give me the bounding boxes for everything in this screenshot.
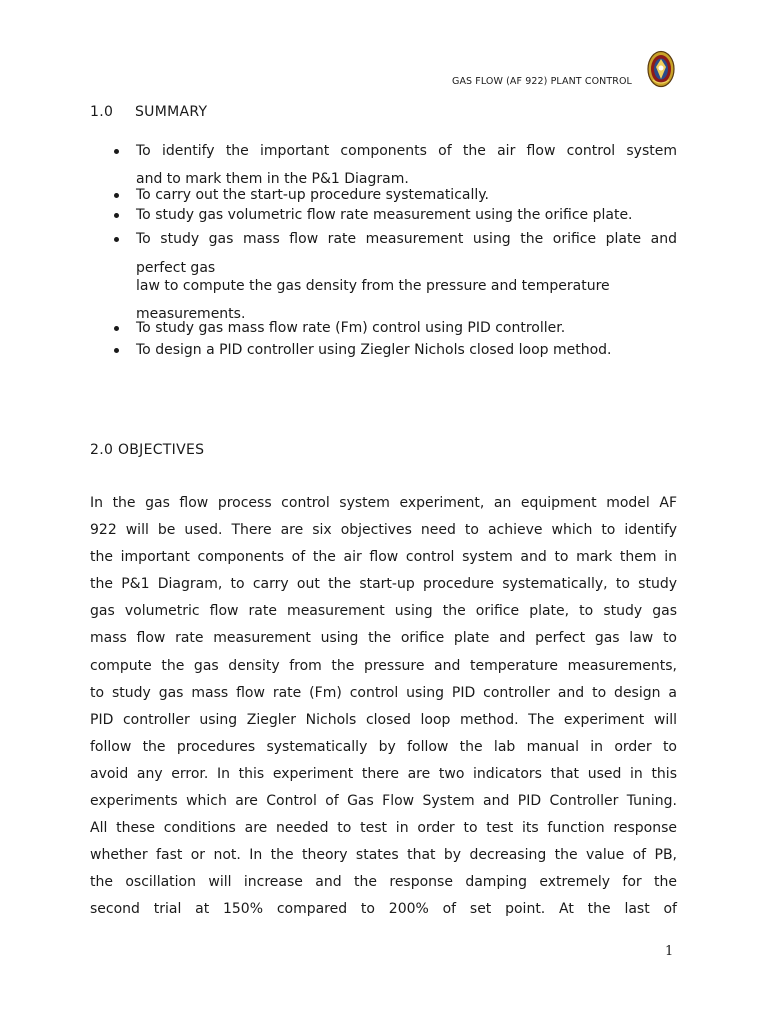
page-number: 1 (665, 944, 674, 959)
summary-heading (90, 104, 207, 120)
bullet-line: To study gas mass flow rate (Fm) control using PID controller. (136, 320, 566, 336)
paragraph-line: 922 will be used. There are six objectives need to achieve which to identify (90, 522, 677, 539)
paragraph-line: second trial at 150% compared to 200% of set point. At the last of (90, 901, 677, 918)
paragraph-line: All these conditions are needed to test in order to test its function response (90, 820, 677, 837)
bullet-icon (114, 348, 119, 353)
paragraph-line: the oscillation will increase and the response damping extremely for the (90, 874, 677, 891)
summary-title: SUMMARY (135, 104, 208, 120)
paragraph-line: whether fast or not. In the theory states that by decreasing the value of PB, (90, 847, 677, 864)
bullet-icon (114, 237, 119, 242)
paragraph-line: the important components of the air flow control system and to mark them in (90, 549, 677, 566)
running-title: GAS FLOW (AF 922) PLANT CONTROL (452, 76, 632, 87)
list-item (136, 339, 677, 361)
bullet-line: law to compute the gas density from the pressure and temperature (136, 278, 610, 294)
bullet-icon (114, 213, 119, 218)
objectives-heading (90, 442, 204, 458)
paragraph-line: experiments which are Control of Gas Flow System and PID Controller Tuning. (90, 793, 677, 810)
bullet-icon (114, 326, 119, 331)
bullet-continuation (136, 272, 677, 328)
paragraph-line: avoid any error. In this experiment there are two indicators that used in this (90, 765, 677, 782)
paragraph-line: follow the procedures systematically by follow the lab manual in order to (90, 738, 677, 755)
paragraph-line: gas volumetric flow rate measurement using the orifice plate, to study gas (90, 603, 677, 620)
page-header (440, 48, 680, 92)
university-crest-icon (647, 50, 675, 88)
bullet-line: To study gas mass flow rate measurement using the orifice plate and (136, 231, 677, 247)
bullet-line: measurements. (136, 306, 246, 322)
paragraph-line: In the gas flow process control system experiment, an equipment model AF (90, 495, 677, 511)
paragraph-line: compute the gas density from the pressure and temperature measurements, (90, 657, 677, 674)
objectives-title: OBJECTIVES (117, 442, 205, 458)
bullet-icon (114, 149, 119, 154)
bullet-line: To carry out the start-up procedure systematically. (136, 187, 489, 203)
paragraph-line: the P&1 Diagram, to carry out the start-up procedure systematically, to study (90, 576, 677, 593)
objectives-number: 2.0 (90, 442, 114, 458)
list-item (136, 184, 677, 206)
summary-number: 1.0 (90, 104, 114, 120)
paragraph-line: to study gas mass flow rate (Fm) control using PID controller and to design a (90, 684, 677, 701)
bullet-line: and to mark them in the P&1 Diagram. (136, 171, 409, 187)
paragraph-line: PID controller using Ziegler Nichols closed loop method. The experiment will (90, 711, 677, 728)
bullet-line: To study gas volumetric flow rate measurement using the orifice plate. (136, 207, 633, 223)
bullet-line: perfect gas (136, 260, 216, 276)
list-item (136, 204, 677, 226)
bullet-icon (114, 193, 119, 198)
paragraph-line: mass flow rate measurement using the orifice plate and perfect gas law to (90, 630, 677, 647)
objectives-paragraph (90, 490, 677, 924)
bullet-line: To identify the important components of the air flow control system (136, 143, 677, 159)
bullet-line: To design a PID controller using Ziegler Nichols closed loop method. (136, 342, 612, 358)
